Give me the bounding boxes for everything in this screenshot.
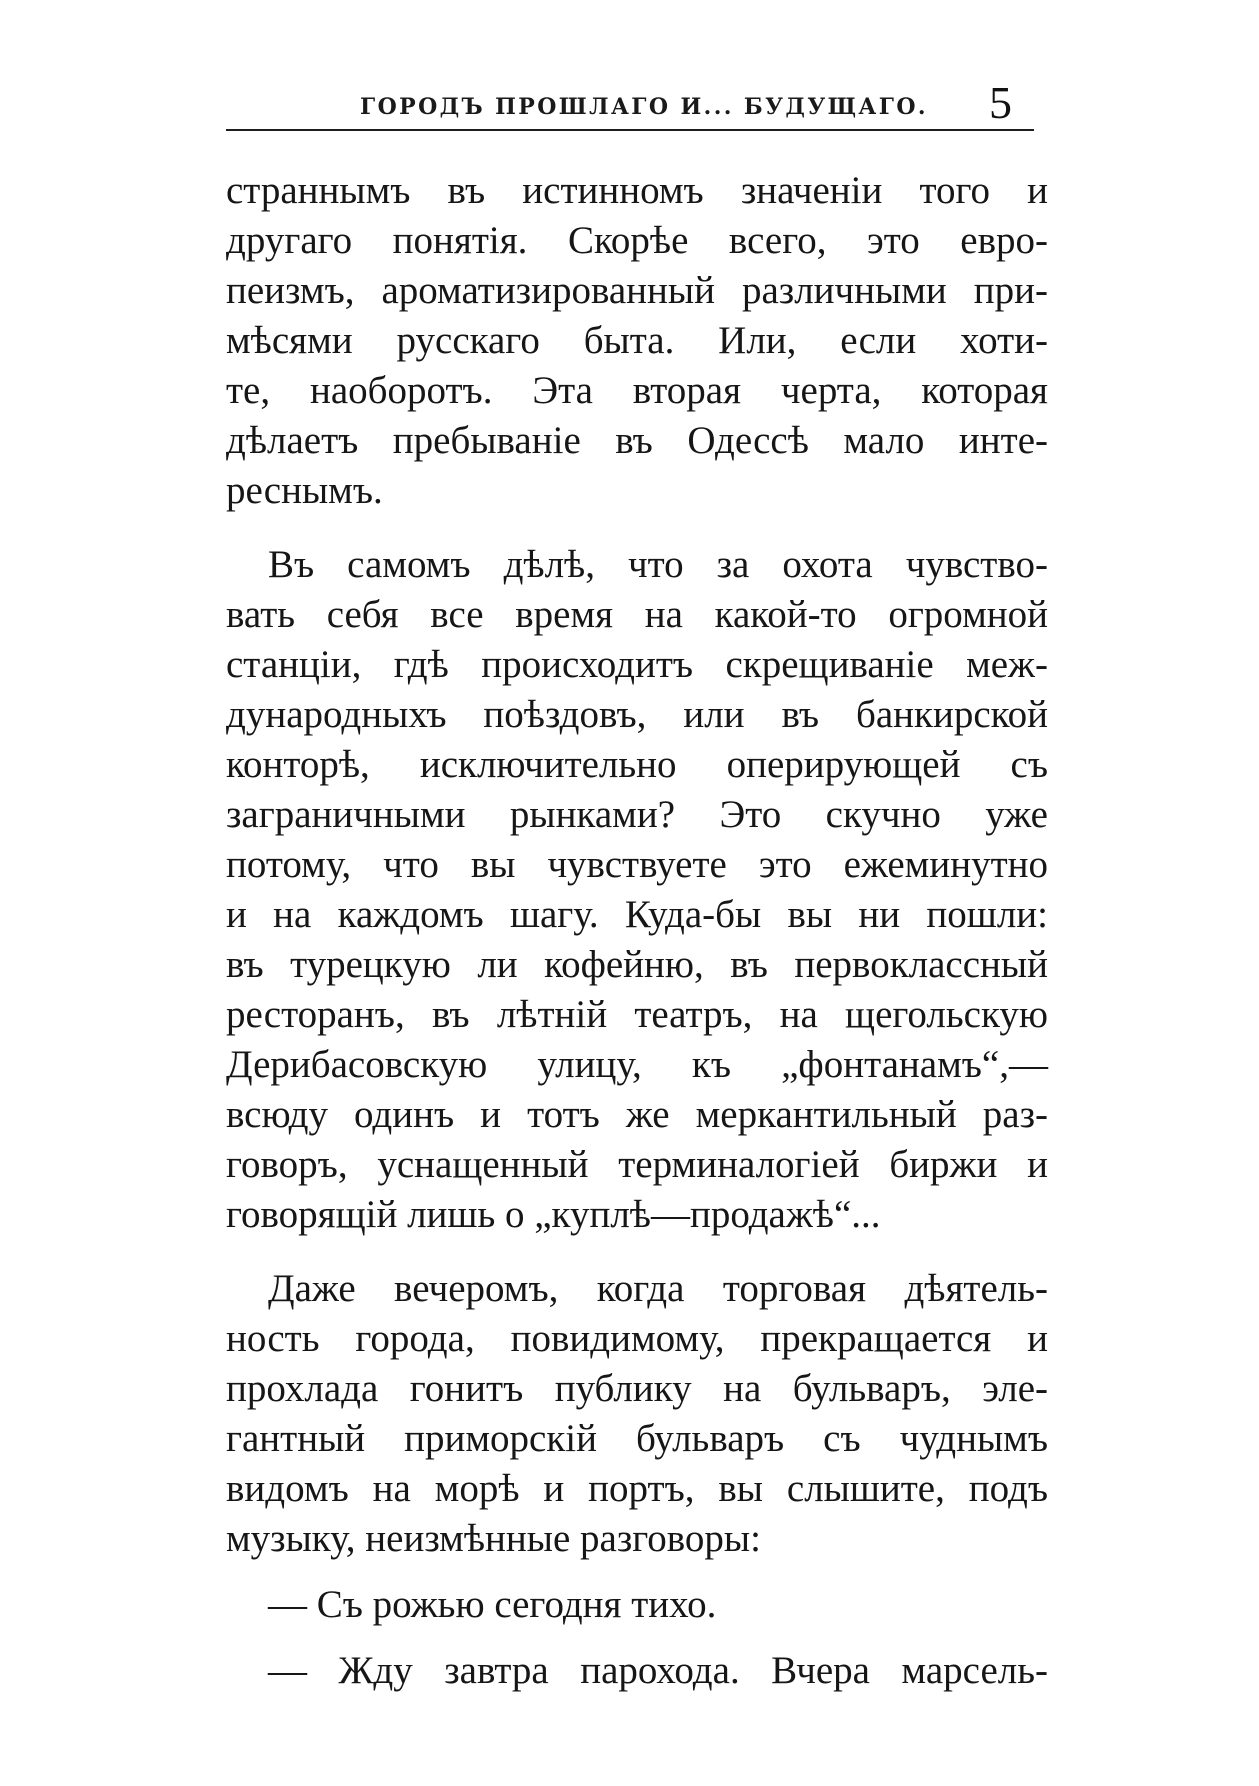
text-line: говорящiй лишь о „куплѣ—продажѣ“...: [226, 1193, 881, 1236]
text-line: прохлада гонитъ публику на бульваръ, эле-: [226, 1367, 1048, 1410]
paragraph-gap: [226, 1630, 1048, 1646]
paragraph-2: [226, 540, 1048, 1240]
text-line: вать себя все время на какой-то огромной: [226, 593, 1048, 636]
running-head: [226, 77, 1034, 134]
text-line: въ турецкую ли кофейню, въ первоклассный: [226, 943, 1048, 986]
text-line: дународныхъ поѣздовъ, или въ банкирской: [226, 693, 1048, 736]
text-line: пеизмъ, ароматизированный различными при-: [226, 269, 1048, 312]
text-line: Дерибасовскую улицу, къ „фонтанамъ“,—: [226, 1043, 1048, 1086]
text-line: музыку, неизмѣнные разговоры:: [226, 1517, 761, 1560]
text-line: видомъ на морѣ и портъ, вы слышите, подъ: [226, 1467, 1048, 1510]
text-line: всюду одинъ и тотъ же меркантильный раз-: [226, 1093, 1048, 1136]
text-line: и на каждомъ шагу. Куда-бы вы ни пошли:: [226, 893, 1048, 936]
text-line: страннымъ въ истинномъ значенiи того и: [226, 169, 1048, 212]
page-number: 5: [989, 77, 1012, 128]
text-line: конторѣ, исключительно оперирующей съ: [226, 743, 1048, 786]
text-line: ресторанъ, въ лѣтнiй театръ, на щегольскую: [226, 993, 1048, 1036]
text-line: — Съ рожью сегодня тихо.: [268, 1583, 717, 1626]
text-line: станцiи, гдѣ происходитъ скрещиванiе меж-: [226, 643, 1048, 686]
running-title: ГОРОДЪ ПРОШЛАГО И... БУДУЩАГО.: [360, 94, 928, 120]
body-text: [226, 166, 1048, 1696]
header-rule: [226, 129, 1034, 131]
dialogue-line-1: [226, 1580, 1048, 1630]
paragraph-gap: [226, 516, 1048, 540]
text-line: ность города, повидимому, прекращается и: [226, 1317, 1048, 1360]
text-line: реснымъ.: [226, 469, 383, 512]
text-line: — Жду завтра парохода. Вчера марсель-: [268, 1649, 1048, 1692]
paragraph-gap: [226, 1240, 1048, 1264]
text-line: гантный приморскiй бульваръ съ чуднымъ: [226, 1417, 1048, 1460]
text-line: те, наоборотъ. Эта вторая черта, которая: [226, 369, 1048, 412]
text-line: другаго понятiя. Скорѣе всего, это евро-: [226, 219, 1048, 262]
text-line: мѣсями русскаго быта. Или, если хоти-: [226, 319, 1048, 362]
text-line: Въ самомъ дѣлѣ, что за охота чувство-: [268, 543, 1048, 586]
paragraph-3: [226, 1264, 1048, 1564]
text-line: говоръ, уснащенный терминалогiей биржи и: [226, 1143, 1048, 1186]
text-line: потому, что вы чувствуете это ежеминутно: [226, 843, 1048, 886]
text-line: заграничными рынками? Это скучно уже: [226, 793, 1048, 836]
paragraph-gap: [226, 1564, 1048, 1580]
paragraph-1: [226, 166, 1048, 516]
text-line: Даже вечеромъ, когда торговая дѣятель-: [268, 1267, 1048, 1310]
text-line: дѣлаетъ пребыванiе въ Одессѣ мало инте-: [226, 419, 1048, 462]
dialogue-line-2: [226, 1646, 1048, 1696]
